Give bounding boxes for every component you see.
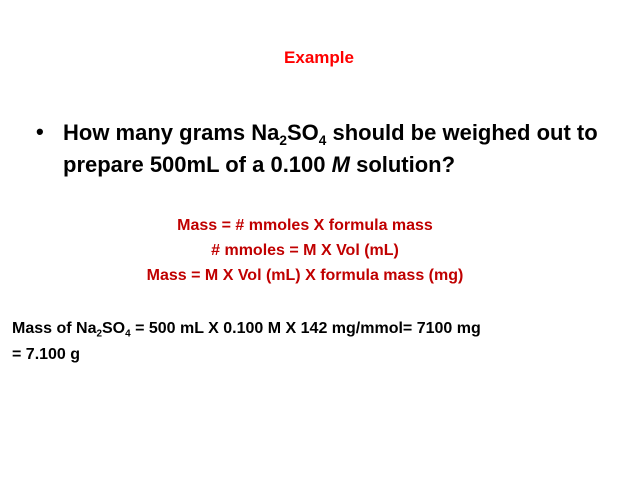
answer-line-1 bbox=[12, 316, 612, 342]
bullet-dot: • bbox=[36, 119, 44, 144]
question-part3: should be weighed out to prepare 500mL of a 0.100 bbox=[63, 120, 598, 177]
question-part2: SO bbox=[286, 120, 319, 145]
answer-part1: Mass of Na bbox=[12, 320, 97, 337]
answer-subscript-4: 4 bbox=[125, 328, 131, 340]
answer-part2: SO bbox=[101, 320, 126, 337]
question-subscript-4: 4 bbox=[318, 132, 327, 148]
slide-title: Example bbox=[284, 48, 354, 67]
answer-block bbox=[12, 316, 612, 368]
question-bullet bbox=[36, 117, 626, 181]
question-molarity-symbol: M bbox=[331, 152, 350, 177]
question-part4: solution? bbox=[349, 152, 456, 177]
question-subscript-2: 2 bbox=[279, 132, 287, 148]
question-part1: How many grams Na bbox=[63, 120, 280, 145]
answer-line-2: = 7.100 g bbox=[12, 346, 81, 363]
formula-line-mass: Mass = # mmoles X formula mass bbox=[177, 217, 433, 234]
answer-subscript-2: 2 bbox=[96, 328, 102, 340]
answer-part3: = 500 mL X 0.100 M X 142 mg/mmol= 7100 mg bbox=[130, 320, 481, 337]
formula-line-combined: Mass = M X Vol (mL) X formula mass (mg) bbox=[146, 267, 464, 284]
formula-block bbox=[0, 213, 610, 288]
formula-line-mmoles: # mmoles = M X Vol (mL) bbox=[211, 242, 399, 259]
question-text bbox=[63, 117, 623, 181]
